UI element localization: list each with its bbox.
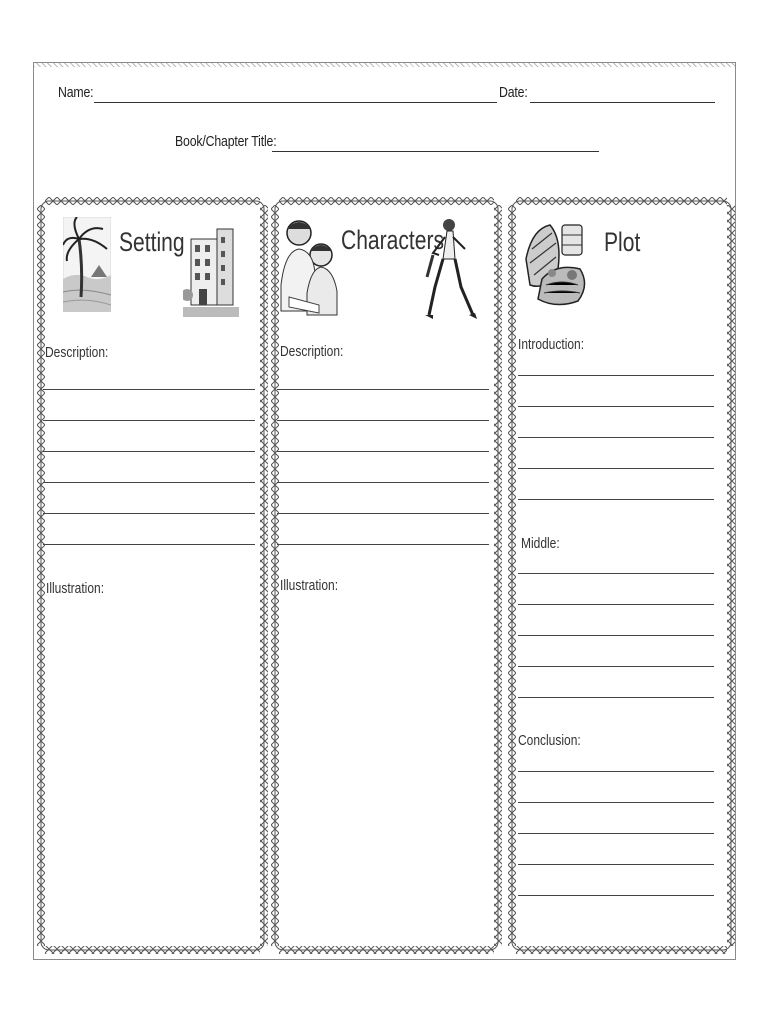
writing-line[interactable] — [518, 864, 714, 865]
plot-title: Plot — [604, 227, 641, 257]
writing-line[interactable] — [518, 406, 714, 407]
date-label: Date: — [499, 84, 528, 101]
book-title-label: Book/Chapter Title: — [175, 133, 277, 150]
characters-illustration-area[interactable] — [281, 602, 491, 942]
writing-line[interactable] — [277, 420, 489, 421]
writing-line[interactable] — [518, 697, 714, 698]
plot-conclusion-label: Conclusion: — [518, 732, 581, 749]
writing-line[interactable] — [277, 544, 489, 545]
baseball-player-icon — [425, 215, 477, 321]
writing-line[interactable] — [518, 468, 714, 469]
writing-line[interactable] — [518, 895, 714, 896]
writing-line[interactable] — [277, 451, 489, 452]
building-icon — [183, 225, 239, 317]
writing-line[interactable] — [43, 420, 255, 421]
writing-line[interactable] — [43, 513, 255, 514]
plot-panel — [508, 197, 735, 954]
writing-line[interactable] — [518, 833, 714, 834]
setting-title: Setting — [119, 227, 185, 257]
writing-line[interactable] — [518, 573, 714, 574]
plot-middle-lines[interactable] — [518, 565, 714, 705]
writing-line[interactable] — [518, 635, 714, 636]
palm-tree-beach-icon — [63, 217, 111, 312]
characters-description-lines[interactable] — [277, 381, 489, 551]
writing-line[interactable] — [518, 666, 714, 667]
date-field[interactable] — [530, 102, 715, 103]
characters-description-label: Description: — [280, 343, 344, 360]
name-label: Name: — [58, 84, 94, 101]
writing-line[interactable] — [43, 389, 255, 390]
writing-line[interactable] — [43, 544, 255, 545]
setting-illustration-area[interactable] — [47, 602, 257, 942]
setting-panel — [37, 197, 268, 954]
writing-line[interactable] — [518, 802, 714, 803]
book-title-field[interactable] — [272, 151, 599, 152]
plot-introduction-label: Introduction: — [518, 336, 585, 353]
reading-family-icon — [279, 215, 341, 319]
writing-line[interactable] — [518, 437, 714, 438]
plot-middle-label: Middle: — [521, 535, 560, 552]
plot-introduction-lines[interactable] — [518, 367, 714, 507]
writing-line[interactable] — [43, 482, 255, 483]
setting-illustration-label: Illustration: — [46, 580, 105, 597]
writing-line[interactable] — [518, 604, 714, 605]
writing-line[interactable] — [518, 499, 714, 500]
setting-description-lines[interactable] — [43, 381, 255, 551]
writing-line[interactable] — [277, 482, 489, 483]
plot-conclusion-lines[interactable] — [518, 763, 714, 903]
writing-line[interactable] — [277, 513, 489, 514]
writing-line[interactable] — [43, 451, 255, 452]
writing-line[interactable] — [277, 389, 489, 390]
writing-line[interactable] — [518, 375, 714, 376]
setting-description-label: Description: — [45, 344, 109, 361]
characters-illustration-label: Illustration: — [280, 577, 339, 594]
harvest-basket-icon — [522, 219, 592, 309]
characters-panel — [271, 197, 502, 954]
writing-line[interactable] — [518, 771, 714, 772]
characters-title: Characters — [341, 225, 444, 255]
name-field[interactable] — [94, 102, 497, 103]
